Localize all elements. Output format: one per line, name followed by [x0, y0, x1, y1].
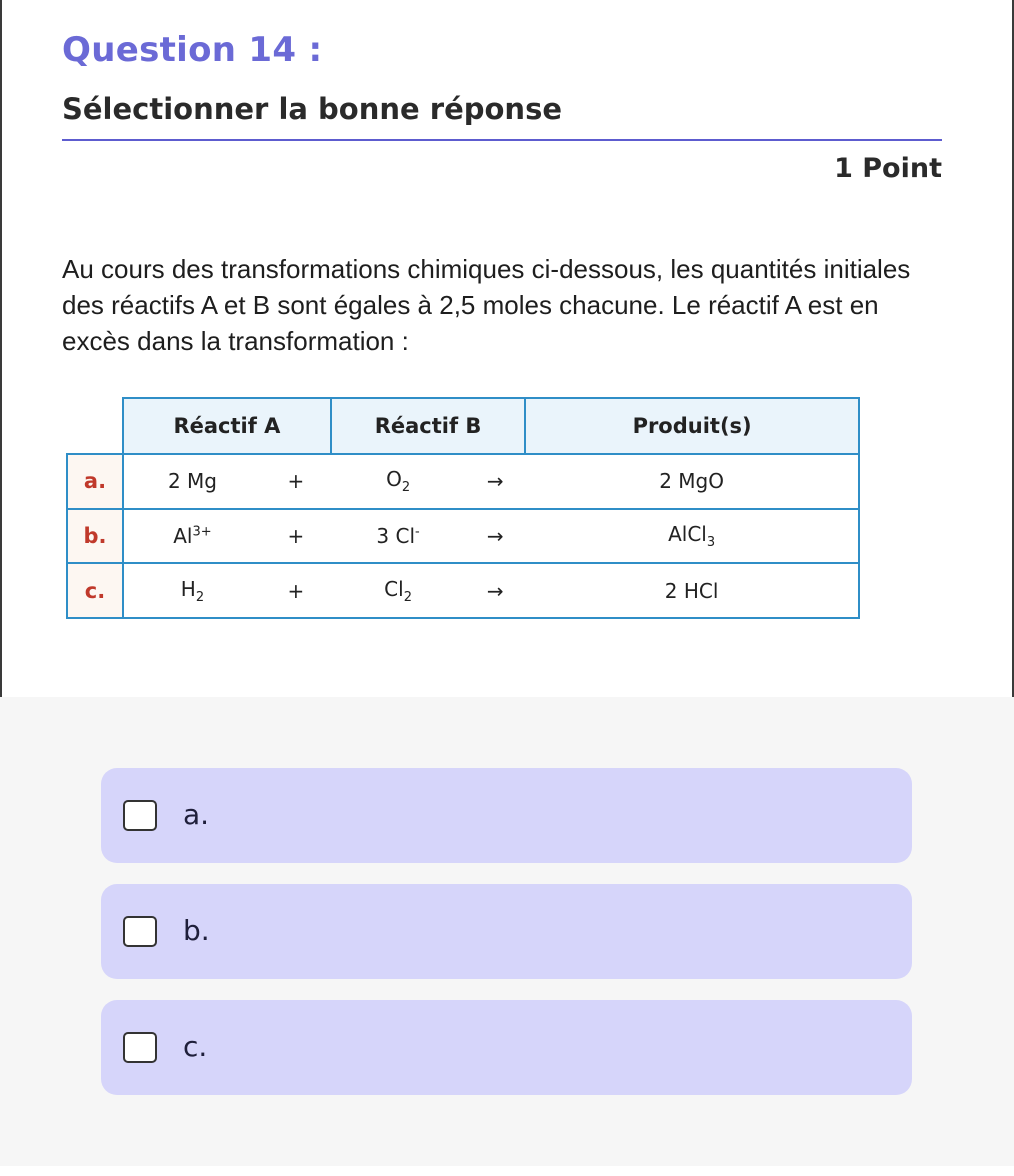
reactant-a-cell: $H_2$	[123, 563, 261, 618]
question-statement: Au cours des transformations chimiques ci-dessous, les quantités initiales des réactifs A et B sont égales à 2,5 moles chacune. Le réactif A est en excès dans la transformation :	[62, 254, 911, 356]
answers-area	[0, 697, 1014, 1166]
plus-sign: +	[261, 563, 331, 618]
checkbox-c[interactable]	[123, 1032, 157, 1063]
row-letter: b.	[67, 509, 123, 564]
header-reactant-a: Réactif A	[123, 398, 331, 454]
header-divider	[62, 139, 942, 141]
reaction-arrow: →	[465, 563, 525, 618]
answer-label-b: b.	[183, 914, 210, 947]
reactant-b-cell: $O_2$	[331, 454, 465, 509]
points-badge: 1 Point	[834, 153, 942, 184]
reactions-table	[66, 397, 860, 619]
product-cell: 2 HCl	[525, 563, 859, 618]
reaction-arrow: →	[465, 509, 525, 564]
question-instruction: Sélectionner la bonne réponse	[62, 92, 563, 126]
row-letter: c.	[67, 563, 123, 618]
checkbox-a[interactable]	[123, 800, 157, 831]
answer-option-b[interactable]	[101, 884, 912, 979]
reactant-a-cell: 2 Mg	[123, 454, 261, 509]
product-cell: AlCl$_3$	[525, 509, 859, 564]
reactant-b-cell: $Cl_2$	[331, 563, 465, 618]
reaction-arrow: →	[465, 454, 525, 509]
question-header	[62, 30, 942, 126]
reactant-a-cell: $Al^{3+}$	[123, 509, 261, 564]
table-corner	[67, 398, 123, 454]
answer-label-c: c.	[183, 1030, 208, 1063]
product-cell: 2 MgO	[525, 454, 859, 509]
header-reactant-b: Réactif B	[331, 398, 525, 454]
table-row	[67, 454, 859, 509]
table-row	[67, 563, 859, 618]
plus-sign: +	[261, 509, 331, 564]
header-products: Produit(s)	[525, 398, 859, 454]
row-letter: a.	[67, 454, 123, 509]
answer-label-a: a.	[183, 798, 210, 831]
checkbox-b[interactable]	[123, 916, 157, 947]
answer-option-a[interactable]	[101, 768, 912, 863]
answer-option-c[interactable]	[101, 1000, 912, 1095]
plus-sign: +	[261, 454, 331, 509]
reactant-b-cell: 3 Cl-	[331, 509, 465, 564]
question-number: Question 14 :	[62, 30, 323, 70]
table-row	[67, 509, 859, 564]
